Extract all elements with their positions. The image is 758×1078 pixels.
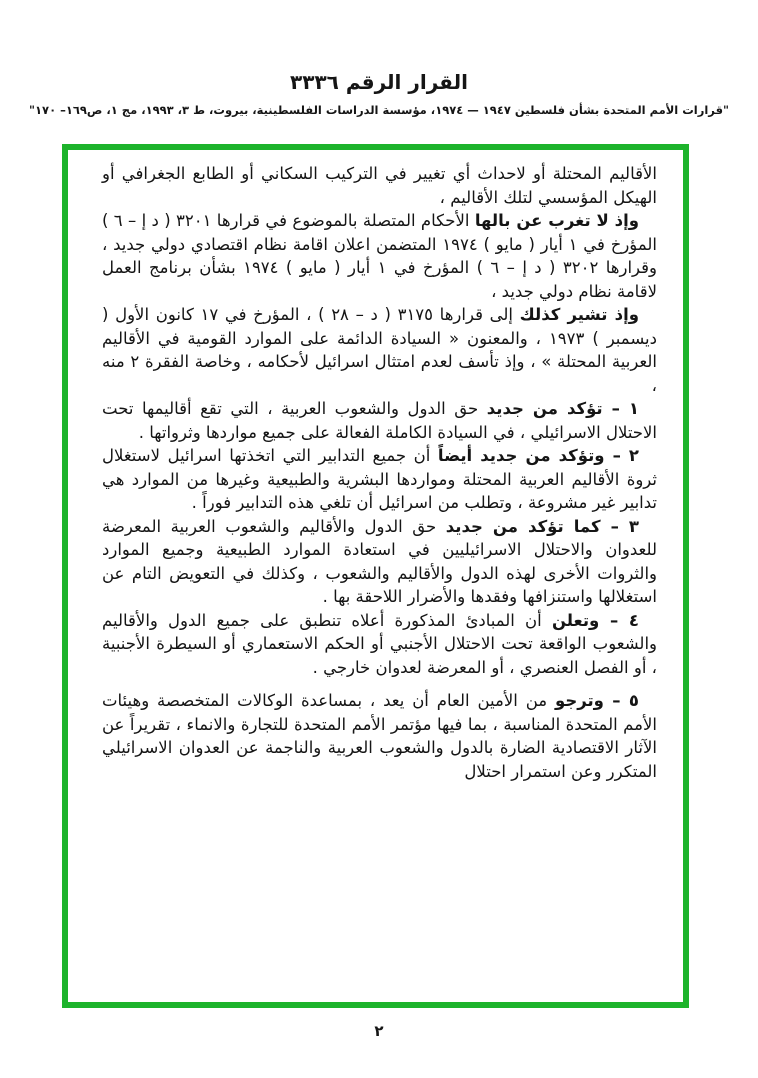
paragraph: وإذ لا تغرب عن بالها الأحكام المتصلة بالموضوع في قرارها ٣٢٠١ ( د إ – ٦ ) المؤرخ في ١ أيار ( مايو ) ١٩٧٤ المتضمن اعلان اقامة نظام اقتصادي دولي جديد ، وقرارها ٣٢٠٢ ( د إ – ٦ ) المؤرخ في ١ أيار ( مايو ) ١٩٧٤ بشأن برنامج العمل لاقامة نظام دولي جديد ، [102, 211, 657, 301]
paragraph-lead-phrase: تؤكد من جديد [486, 399, 603, 418]
paragraph-lead-phrase: وتؤكد من جديد أيضاً [437, 446, 605, 465]
paragraph-number: ٤ – [599, 610, 639, 630]
paragraph-lead-phrase: وتعلن [551, 610, 600, 630]
citation-line: "قرارات الأمم المتحدة بشأن فلسطين ١٩٤٧ — ١٩٧٤، مؤسسة الدراسات الفلسطينية، بيروت، ط ٣، ١٩٩٣، مج ١، ص١٦٩– ١٧٠" [29, 103, 729, 117]
paragraph-lead-phrase: كما تؤكد من جديد [445, 516, 601, 536]
paragraph-number: ٢ – [604, 446, 639, 465]
paragraph-number: ١ – [602, 399, 639, 418]
paragraph: وإذ تشير كذلك إلى قرارها ٣١٧٥ ( د – ٢٨ ) ، المؤرخ في ١٧ كانون الأول ( ديسمبر ) ١٩٧٣ ، والمعنون « السيادة الدائمة على الموارد القومية في الأقاليم العربية المحتلة » ، وإذ تأسف لعدم امتثال اسرائيل لأحكامه ، وخاصة الفقرة ٢ منه ، [102, 305, 657, 395]
paragraph: ٥ – وترجو من الأمين العام أن يعد ، بمساعدة الوكالات المتخصصة وهيئات الأمم المتحدة المناسبة ، بما فيها مؤتمر الأمم المتحدة للتجارة والانماء ، تقريراً عن الآثار الاقتصادية الضارة بالدول والشعوب العربية والناجمة عن العدوان الاسرائيلي المتكرر وعن استمرار احتلال [102, 691, 657, 781]
paragraph-number: ٥ – [603, 691, 639, 710]
green-highlight-frame [62, 144, 689, 1008]
paragraph: الأقاليم المحتلة أو لاحداث أي تغيير في التركيب السكاني أو الطابع الجغرافي أو الهيكل المؤسسي لتلك الأقاليم ، [102, 164, 657, 207]
resolution-text-column [102, 162, 657, 783]
paragraph-lead-phrase: وإذ تشير كذلك [519, 305, 639, 324]
paragraph: ٢ – وتؤكد من جديد أيضاً أن جميع التدابير التي اتخذتها اسرائيل لاستغلال ثروة الأقاليم العربية المحتلة ومواردها البشرية والطبيعية وغيرها من الموارد هي تدابير غير مشروعة ، وتطلب من اسرائيل أن تلغي هذه التدابير فوراً . [102, 446, 657, 512]
page-title: القرار الرقم ٣٣٣٦ [290, 70, 468, 94]
page-number: ٢ [374, 1022, 384, 1040]
paragraph-lead-phrase: وترجو [554, 691, 604, 710]
paragraph-number: ٣ – [600, 516, 639, 536]
paragraph: ٣ – كما تؤكد من جديد حق الدول والأقاليم والشعوب العربية المعرضة للعدوان والاحتلال الاسرائيليين في استعادة الموارد الطبيعية وجميع الموارد والثروات الأخرى لهذه الدول والأقاليم والشعوب ، وكذلك في التعويض التام عن استغلالها واستنزافها وفقدها والأضرار اللاحقة بها . [102, 516, 657, 606]
paragraph: ٤ – وتعلن أن المبادئ المذكورة أعلاه تنطبق على جميع الدول والأقاليم والشعوب الواقعة تحت الاحتلال الأجنبي أو الحكم الاستعماري أو السيطرة الأجنبية ، أو الفصل العنصري ، أو المعرضة لعدوان خارجي . [102, 610, 657, 677]
paragraph-lead-phrase: وإذ لا تغرب عن بالها [474, 211, 639, 230]
paragraph: ١ – تؤكد من جديد حق الدول والشعوب العربية ، التي تقع أقاليمها تحت الاحتلال الاسرائيلي ، في السيادة الكاملة الفعالة على جميع مواردها وثرواتها . [102, 399, 657, 442]
